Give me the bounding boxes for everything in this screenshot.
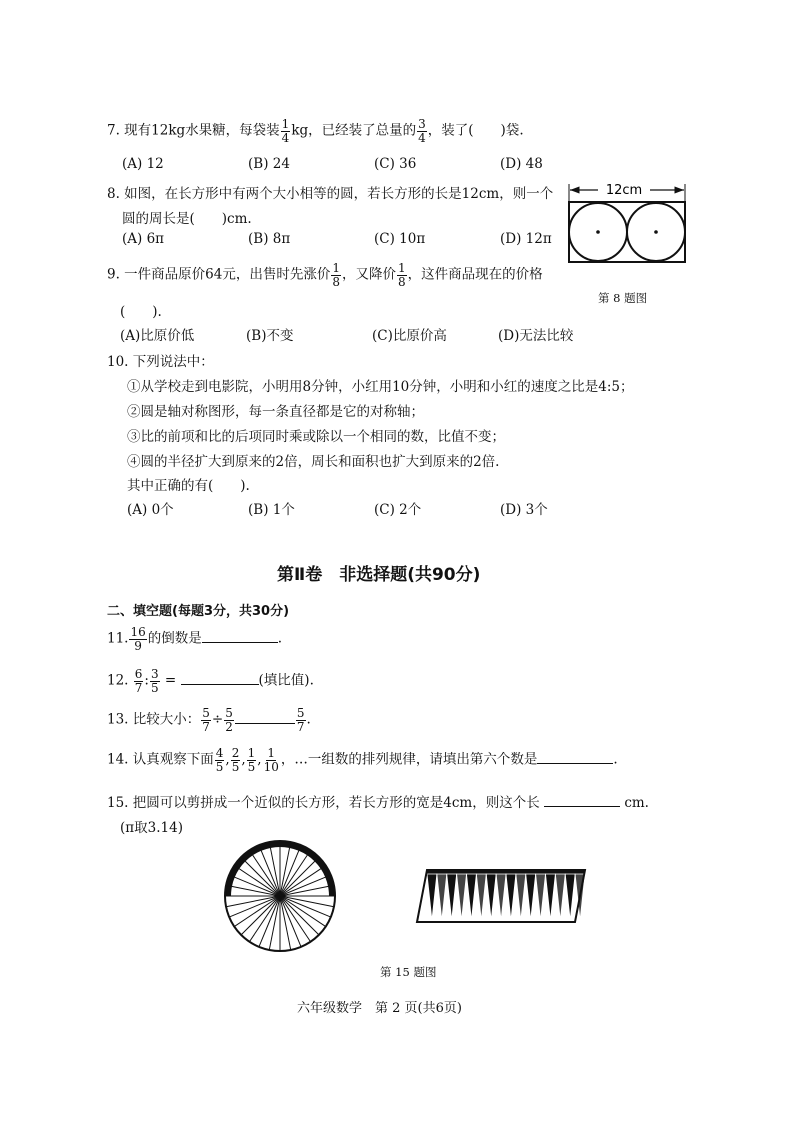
q13-fraction-2: $\frac{5}{2}$ — [225, 706, 233, 734]
q8-stem-line1: 8. 如图，在长方形中有两个大小相等的圆，若长方形的长是12cm，则一个 — [107, 186, 554, 202]
q8-stem-line2: 圆的周长是( )cm. — [122, 211, 252, 227]
q9-fraction-2: $\frac{1}{8}$ — [398, 261, 406, 289]
q8-option-d[interactable]: (D) 12π — [500, 231, 552, 247]
q10-statement-1: ①从学校走到电影院，小明用8分钟，小红用10分钟，小明和小红的速度之比是4:5； — [127, 379, 634, 395]
q15-circle-figure — [222, 838, 338, 954]
q12-answer-blank[interactable] — [181, 672, 259, 685]
q12-fraction-1: $\frac{6}{7}$ — [134, 667, 143, 695]
q9-option-c[interactable]: (C)比原价高 — [372, 328, 447, 344]
q9-fraction-1: $\frac{1}{8}$ — [332, 261, 340, 289]
q14-fraction-2: $\frac{2}{5}$ — [231, 746, 240, 774]
q14-fraction-4: $\frac{1}{10}$ — [263, 746, 279, 774]
page-footer: 六年级数学 第 2 页(共6页) — [297, 1001, 462, 1016]
q7-option-b[interactable]: (B) 24 — [248, 156, 290, 172]
q9-stem: 9. 一件商品原价64元，出售时先涨价 $\frac{1}{8}$ ，又降价 $\frac{1}{8}$ ，这件商品现在的价格 — [107, 261, 543, 289]
q10-statement-2: ②圆是轴对称图形，每一条直径都是它的对称轴； — [127, 404, 424, 420]
q10-statement-4: ④圆的半径扩大到原来的2倍，周长和面积也扩大到原来的2倍. — [127, 454, 500, 470]
part2-title: 第Ⅱ卷 非选择题(共90分) — [277, 565, 481, 585]
q13-fraction-1: $\frac{5}{7}$ — [202, 706, 210, 734]
q7-fraction-2: $\frac{3}{4}$ — [418, 117, 426, 145]
q15-rectangle-figure — [405, 862, 587, 930]
q10-option-a[interactable]: (A) 0个 — [127, 502, 174, 518]
q13-answer-blank[interactable] — [235, 711, 295, 724]
q9-option-d[interactable]: (D)无法比较 — [498, 328, 574, 344]
q10-option-b[interactable]: (B) 1个 — [248, 502, 295, 518]
q10-question: 其中正确的有( ). — [127, 478, 250, 494]
q15-sector-line — [280, 857, 319, 896]
q8-figure-caption: 第 8 题图 — [598, 291, 648, 305]
q12: 12. $\frac{6}{7}$ : $\frac{3}{5}$ = (填比值). — [107, 667, 314, 695]
q15-sector-line — [280, 896, 319, 935]
q7-fraction-1: $\frac{1}{4}$ — [281, 117, 290, 145]
q14-answer-blank[interactable] — [537, 751, 613, 764]
q15-answer-blank[interactable] — [544, 794, 620, 807]
q7-option-a[interactable]: (A) 12 — [122, 156, 164, 172]
q7-option-c[interactable]: (C) 36 — [374, 156, 417, 172]
q14: 14. 认真观察下面 $\frac{4}{5}$ , $\frac{2}{5}$ , $\frac{1}{5}$ , $\frac{1}{10}$ ，…一组数的排列规律，请填出第六个数是 . — [107, 746, 618, 774]
q7-option-d[interactable]: (D) 48 — [500, 156, 543, 172]
q15-sector-line — [241, 857, 280, 896]
section2-heading: 二、填空题(每题3分，共30分) — [107, 604, 290, 619]
q8-dimension-label: 12cm — [605, 183, 643, 198]
q9-stem-line2: ( ). — [120, 304, 162, 320]
q9-option-a[interactable]: (A)比原价低 — [120, 328, 195, 344]
q8-option-c[interactable]: (C) 10π — [374, 231, 426, 247]
q15-figure-caption: 第 15 题图 — [380, 965, 437, 979]
q8-option-a[interactable]: (A) 6π — [122, 231, 165, 247]
q13: 13. 比较大小： $\frac{5}{7}$ ÷ $\frac{5}{2}$ $\frac{5}{7}$ . — [107, 706, 311, 734]
q11: 11. $\frac{16}{9}$ 的倒数是 . — [107, 625, 283, 653]
q8-figure — [562, 180, 692, 280]
q7-stem: 7. 现有12kg水果糖，每袋装 $\frac{1}{4}$ kg，已经装了总量的 $\frac{3}{4}$ ，装了( )袋. — [107, 117, 524, 145]
q15-sector-line — [241, 896, 280, 935]
q10-option-d[interactable]: (D) 3个 — [500, 502, 548, 518]
q15-line1: 15. 把圆可以剪拼成一个近似的长方形，若长方形的宽是4cm，则这个长 cm. — [107, 795, 649, 811]
q14-fraction-3: $\frac{1}{5}$ — [247, 746, 256, 774]
q10-statement-3: ③比的前项和比的后项同时乘或除以一个相同的数，比值不变； — [127, 429, 505, 445]
q12-fraction-2: $\frac{3}{5}$ — [150, 667, 159, 695]
q15-line2: (π取3.14) — [120, 820, 183, 836]
q13-fraction-3: $\frac{5}{7}$ — [296, 706, 305, 734]
q9-option-b[interactable]: (B)不变 — [246, 328, 294, 344]
q11-answer-blank[interactable] — [202, 630, 278, 643]
q11-fraction: $\frac{16}{9}$ — [130, 625, 146, 653]
q10-option-c[interactable]: (C) 2个 — [374, 502, 422, 518]
q14-fraction-1: $\frac{4}{5}$ — [215, 746, 224, 774]
q8-option-b[interactable]: (B) 8π — [248, 231, 291, 247]
q10-stem: 10. 下列说法中： — [107, 354, 214, 370]
